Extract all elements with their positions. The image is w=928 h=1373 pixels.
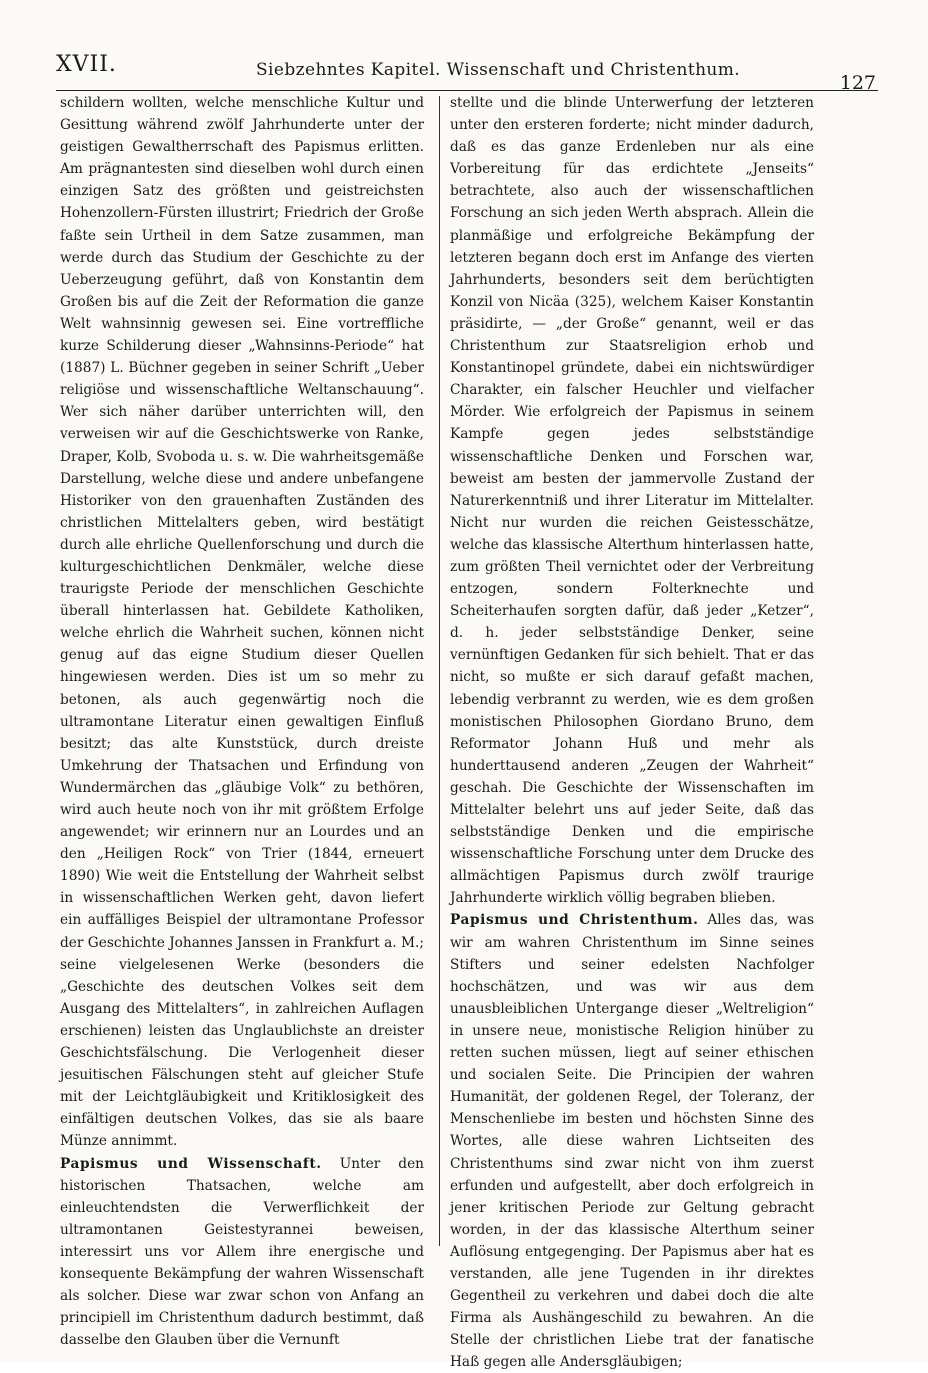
- page-number: 127: [839, 72, 876, 94]
- left-paragraph-2: [60, 1153, 424, 1352]
- right-paragraph-2: [450, 909, 814, 1373]
- left-paragraph-2-text: Unter den historischen Thatsachen, welche am einleuchtendsten die Verwerflichkeit der ultramontanen Geistestyrannei beweisen, interessirt uns vor Allem ihre energische und konsequente Bekämpfung der wahren Wissenschaft als solcher. Diese war zwar schon von Anfang an principiell im Christenthum dadurch bestimmt, daß dasselbe den Glauben über die Vernunft: [60, 1155, 424, 1349]
- column-divider: [439, 96, 440, 1246]
- chapter-number: XVII.: [56, 52, 117, 77]
- left-paragraph-1: schildern wollten, welche menschliche Kultur und Gesittung während zwölf Jahrhunderte unter der geistigen Gewaltherrschaft des Papismus erlitten. Am prägnantesten sind dieselben wohl durch einen einzigen Satz des größten und geistreichsten Hohenzollern-Fürsten illustrirt; Friedrich der Große faßte sein Urtheil in dem Satze zusammen, man werde durch das Studium der Geschichte zu der Ueberzeugung geführt, daß von Konstantin dem Großen bis auf die Zeit der Reformation die ganze Welt wahnsinnig gewesen sei. Eine vortreffliche kurze Schilderung dieser „Wahnsinns-Periode“ hat (1887) L. Büchner gegeben in seiner Schrift „Ueber religiöse und wissenschaftliche Weltanschauung“. Wer sich näher darüber unterrichten will, den verweisen wir auf die Geschichtswerke von Ranke, Draper, Kolb, Svoboda u. s. w. Die wahrheitsgemäße Darstellung, welche diese und andere unbefangene Historiker von den grauenhaften Zuständen des christlichen Mittelalters geben, wird bestätigt durch alle ehrliche Quellenforschung und durch die kulturgeschichtlichen Denkmäler, welche diese traurigste Periode der menschlichen Geschichte überall hinterlassen hat. Gebildete Katholiken, welche ehrlich die Wahrheit suchen, können nicht genug auf das eigne Studium dieser Quellen hingewiesen werden. Dies ist um so mehr zu betonen, als auch gegenwärtig noch die ultramontane Literatur einen gewaltigen Einfluß besitzt; das alte Kunststück, durch dreiste Umkehrung der Thatsachen und Erfindung von Wundermärchen das „gläubige Volk“ zu bethören, wird auch heute noch von ihr mit größtem Erfolge angewendet; wir erinnern nur an Lourdes und an den „Heiligen Rock“ von Trier (1844, erneuert 1890) Wie weit die Entstellung der Wahrheit selbst in wissenschaftlichen Werken geht, davon liefert ein auffälliges Beispiel der ultramontane Professor der Geschichte Johannes Janssen in Frankfurt a. M.; seine vielgelesenen Werke (besonders die „Geschichte des deutschen Volkes seit dem Ausgang des Mittelalters“, in zahlreichen Auflagen erschienen) leisten das Unglaublichste an dreister Geschichtsfälschung. Die Verlogenheit dieser jesuitischen Fälschungen steht auf gleicher Stufe mit der Leichtgläubigkeit und Kritiklosigkeit des einfältigen deutschen Volkes, das sie als baare Münze annimmt.: [60, 95, 424, 1150]
- right-paragraph-2-text: Alles das, was wir am wahren Christenthum im Sinne seines Stifters und seiner edelsten Nachfolger hochschätzen, und was wir aus dem unausbleiblichen Untergange dieser „Weltreligion“ in unsere neue, monistische Religion hinüber zu retten suchen müssen, liegt auf seiner ethischen und socialen Seite. Die Principien der wahren Humanität, der goldenen Regel, der Toleranz, der Menschenliebe im besten und höchsten Sinne des Wortes, alle diese wahren Lichtseiten des Christenthums sind zwar nicht von ihm zuerst erfunden und aufgestellt, aber doch erfolgreich in jener kritischen Periode zur Geltung gebracht worden, in der das klassische Alterthum seiner Auflösung entgegenging. Der Papismus aber hat es verstanden, alle jene Tugenden in ihr direktes Gegentheil zu verkehren und dabei doch die alte Firma als Aushängeschild zu bewahren. An die Stelle der christlichen Liebe trat der fanatische Haß gegen alle Andersgläubigen;: [450, 912, 814, 1371]
- right-column: [450, 92, 814, 1373]
- section-heading-papismus-christenthum: Papismus und Christenthum.: [450, 912, 699, 929]
- right-paragraph-1: stellte und die blinde Unterwerfung der letzteren unter den ersteren forderte; nicht minder dadurch, daß es das ganze Erdenleben nur als eine Vorbereitung für das erdichtete „Jenseits“ betrachtete, also auch der wissenschaftlichen Forschung an sich jeden Werth absprach. Allein die planmäßige und erfolgreiche Bekämpfung der letzteren begann doch erst im Anfange des vierten Jahrhunderts, besonders seit dem berüchtigten Konzil von Nicäa (325), welchem Kaiser Konstantin präsidirte, — „der Große“ genannt, weil er das Christenthum zur Staatsreligion erhob und Konstantinopel gründete, dabei ein nichtswürdiger Charakter, ein falscher Heuchler und vielfacher Mörder. Wie erfolgreich der Papismus in seinem Kampfe gegen jedes selbstständige wissenschaftliche Denken und Forschen war, beweist am besten der jammervolle Zustand der Naturerkenntniß und ihrer Literatur im Mittelalter. Nicht nur wurden die reichen Geistesschätze, welche das klassische Alterthum hinterlassen hatte, zum größten Theil vernichtet oder der Verbreitung entzogen, sondern Folterknechte und Scheiterhaufen sorgten dafür, daß jeder „Ketzer“, d. h. jeder selbstständige Denker, seine vernünftigen Gedanken für sich behielt. That er das nicht, so mußte er sich darauf gefaßt machen, lebendig verbrannt zu werden, wie es dem großen monistischen Philosophen Giordano Bruno, dem Reformator Johann Huß und mehr als hunderttausend anderen „Zeugen der Wahrheit“ geschah. Die Geschichte der Wissenschaften im Mittelalter belehrt uns auf jeder Seite, daß das selbstständige Denken und die empirische wissenschaftliche Forschung unter dem Drucke des allmächtigen Papismus durch zwölf traurige Jahrhunderte wirklich völlig begraben blieben.: [450, 95, 814, 907]
- header-rule: [56, 90, 878, 91]
- left-column: [60, 92, 424, 1351]
- running-title: Siebzehntes Kapitel. Wissenschaft und Christenthum.: [256, 60, 741, 80]
- running-header: [56, 50, 876, 94]
- section-heading-papismus-wissenschaft: Papismus und Wissenschaft.: [60, 1155, 322, 1172]
